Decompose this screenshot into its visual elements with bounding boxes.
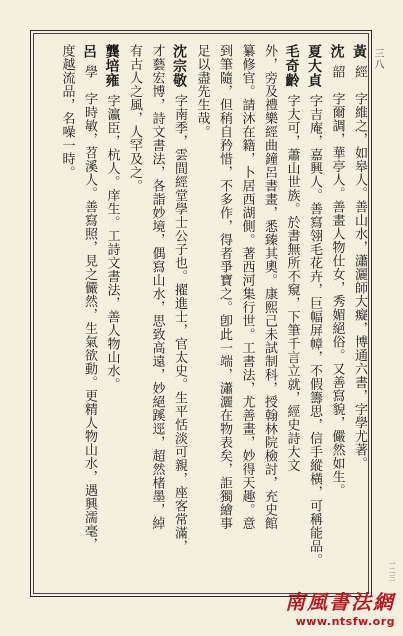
page-number: 三八 (372, 48, 383, 70)
text-column (330, 44, 344, 584)
edge-mark: 一二三 (388, 560, 396, 581)
column-text: 字瀛臣，杭人。庠生。工詩文書法，善人物山水。 (104, 93, 120, 391)
artist-name: 夏大貞 (306, 44, 322, 88)
text-column (285, 44, 299, 584)
artist-name: 龔培雍 (103, 44, 120, 88)
column-text: 字南季，雲間經堂學士公子也。擢進士，官太史。生平恬淡可親，座客常滿， (172, 93, 187, 553)
column-text: 韶 字爾調，華亭人。善畫人物仕女，秀媚絕俗。又善寫貌，儼然如生。 (329, 64, 345, 497)
column-text: 纂修官。請沐在籍，卜居西湖側。著西河集行世。工書法，尤善畫，妙得天趣。意 (239, 44, 255, 530)
column-text: 字大可，蕭山世族。於書無所不窺，下筆千言立就，經史詩大文 (284, 93, 300, 472)
artist-name: 沈宗敬 (171, 44, 187, 88)
text-column (172, 44, 186, 584)
artist-name: 毛奇齡 (283, 44, 300, 88)
column-text: 足以盡先生哉。 (194, 44, 210, 139)
artist-name: 黃 (351, 44, 367, 59)
column-text: 學 字時敏，苕溪人。善寫照，見之儼然，生氣欲動。更精人物山水，遇興濡毫， (82, 64, 97, 551)
text-column (217, 44, 231, 584)
text-column (127, 44, 141, 584)
artist-name: 沈 (328, 44, 345, 59)
column-text: 外，旁及禮樂經曲鐘呂書畫，悉臻其奧。康熙己未試制科，授翰林院檢討，充史館 (262, 44, 277, 530)
column-text: 度越流品，名噪一時。 (59, 44, 75, 179)
text-column (60, 44, 74, 584)
text-column (82, 44, 96, 584)
column-text: 字吉庵，嘉興人。善寫翎毛花卉，巨幅屏幛，不假籌思，信手縱橫，可稱能品。 (307, 93, 322, 566)
column-text: 經 字維之，如皋人。善山水，瀟灑師大癡，博通六書，字學尤著。 (352, 64, 367, 470)
watermark-logo: 南風書法網 (285, 590, 395, 614)
text-column (195, 44, 209, 584)
column-text: 到筆隨，但稍自矜惜，不多作，得者爭寶之。卽此一端，瀟灑在物表矣，詎獨繪事 (217, 44, 232, 530)
watermark (285, 586, 395, 628)
text-column (262, 44, 276, 584)
text-column (352, 44, 366, 584)
artist-name: 呂 (81, 44, 97, 59)
watermark-url: www.ntsfw.org (295, 615, 395, 628)
text-column (307, 44, 321, 584)
column-text: 才藝宏博，詩文書法，各詣妙境，偶寫山水，思致高遠，妙絕蹊逕，超然楮墨，綽 (149, 44, 165, 530)
text-column (105, 44, 119, 584)
text-column (150, 44, 164, 584)
text-column (240, 44, 254, 584)
column-text: 有古人之風，人罕及之。 (127, 44, 142, 193)
